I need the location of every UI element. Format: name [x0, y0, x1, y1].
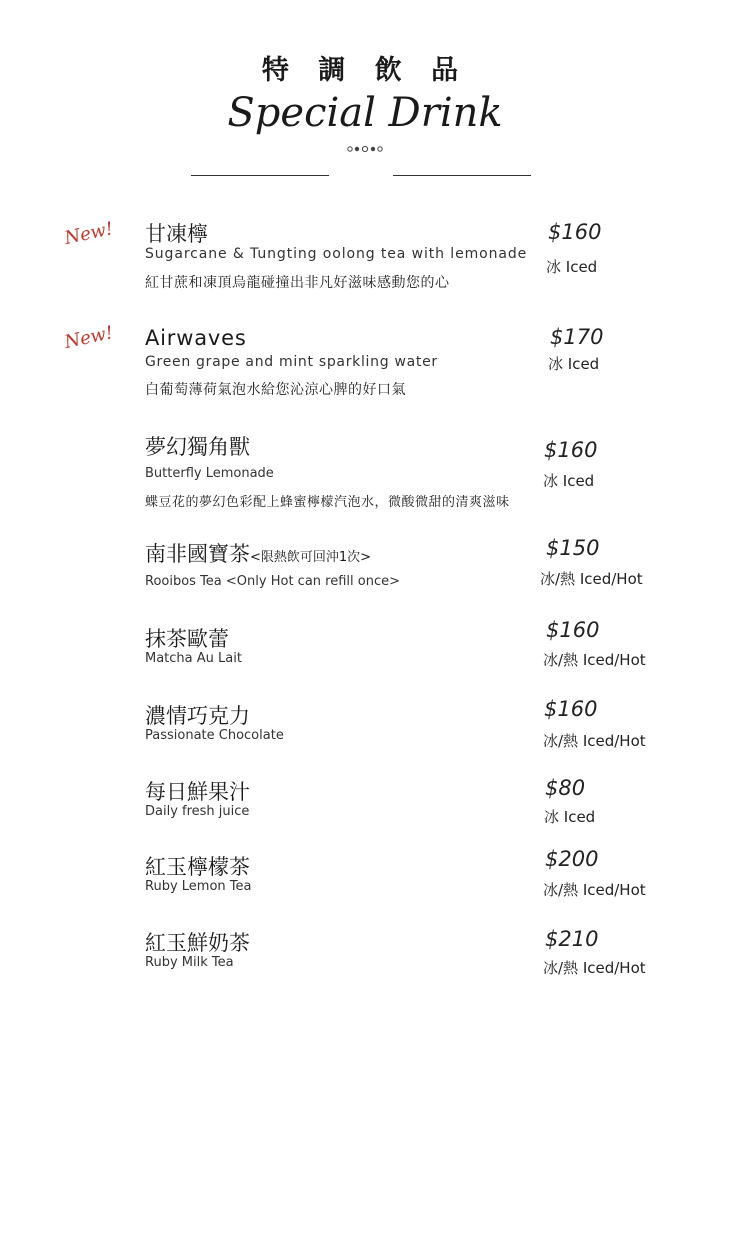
item-price: $160 [544, 438, 598, 462]
item-name-en: Ruby Lemon Tea [145, 879, 252, 894]
item-temp: 冰/熱 Iced/Hot [543, 959, 646, 977]
item-name-en: Rooibos Tea <Only Hot can refill once> [145, 574, 400, 589]
item-name-zh: 紅玉鮮奶茶 [145, 931, 250, 955]
item-name-zh: 甘凍檸 [145, 222, 208, 246]
item-name-zh: 夢幻獨角獸 [145, 435, 250, 459]
item-name-zh [145, 538, 371, 568]
item-name-zh: 濃情巧克力 [145, 704, 250, 728]
item-name-zh: 抹茶歐蕾 [145, 627, 229, 651]
new-badge: New! [62, 218, 115, 249]
item-temp: 冰/熱 Iced/Hot [540, 570, 643, 588]
item-price: $150 [546, 536, 600, 560]
item-price: $210 [545, 927, 599, 951]
item-name-zh: 紅玉檸檬茶 [145, 855, 250, 879]
item-note: <限熱飲可回沖1次> [250, 550, 372, 565]
item-temp: 冰 Iced [546, 258, 598, 276]
item-temp: 冰 Iced [544, 808, 596, 826]
item-temp: 冰 Iced [543, 472, 595, 490]
item-name-zh: Airwaves [145, 326, 247, 350]
item-temp: 冰/熱 Iced/Hot [543, 651, 646, 669]
item-name-en: Daily fresh juice [145, 804, 250, 819]
page-title-zh: 特 調 飲 品 [261, 55, 469, 86]
divider-left [191, 175, 329, 176]
item-price: $160 [546, 618, 600, 642]
item-temp: 冰/熱 Iced/Hot [543, 732, 646, 750]
item-price: $80 [545, 776, 586, 800]
item-desc: 紅甘蔗和凍頂烏龍碰撞出非凡好滋味感動您的心 [145, 275, 450, 291]
divider-right [393, 175, 531, 176]
item-desc: 白葡萄薄荷氣泡水給您沁涼心脾的好口氣 [145, 382, 406, 398]
item-price: $160 [544, 697, 598, 721]
item-name-en: Sugarcane & Tungting oolong tea with lemonade [145, 246, 528, 262]
dot-ornament-icon [345, 144, 385, 154]
item-name-en: Butterfly Lemonade [145, 466, 274, 481]
item-temp: 冰/熱 Iced/Hot [543, 881, 646, 899]
item-price: $200 [545, 847, 599, 871]
item-temp: 冰 Iced [548, 355, 600, 373]
new-badge: New! [62, 322, 115, 353]
item-price: $170 [550, 325, 604, 349]
item-name-en: Ruby Milk Tea [145, 955, 234, 970]
item-name-zh: 每日鮮果汁 [145, 780, 250, 804]
page-title-en: Special Drink [227, 90, 503, 136]
item-name-en: Matcha Au Lait [145, 651, 242, 666]
item-price: $160 [548, 220, 602, 244]
item-name-en: Passionate Chocolate [145, 728, 284, 743]
item-name-zh-text: 南非國寶茶 [145, 542, 250, 566]
item-desc: 蝶豆花的夢幻色彩配上蜂蜜檸檬汽泡水，微酸微甜的清爽滋味 [145, 495, 510, 510]
item-name-en: Green grape and mint sparkling water [145, 354, 438, 370]
